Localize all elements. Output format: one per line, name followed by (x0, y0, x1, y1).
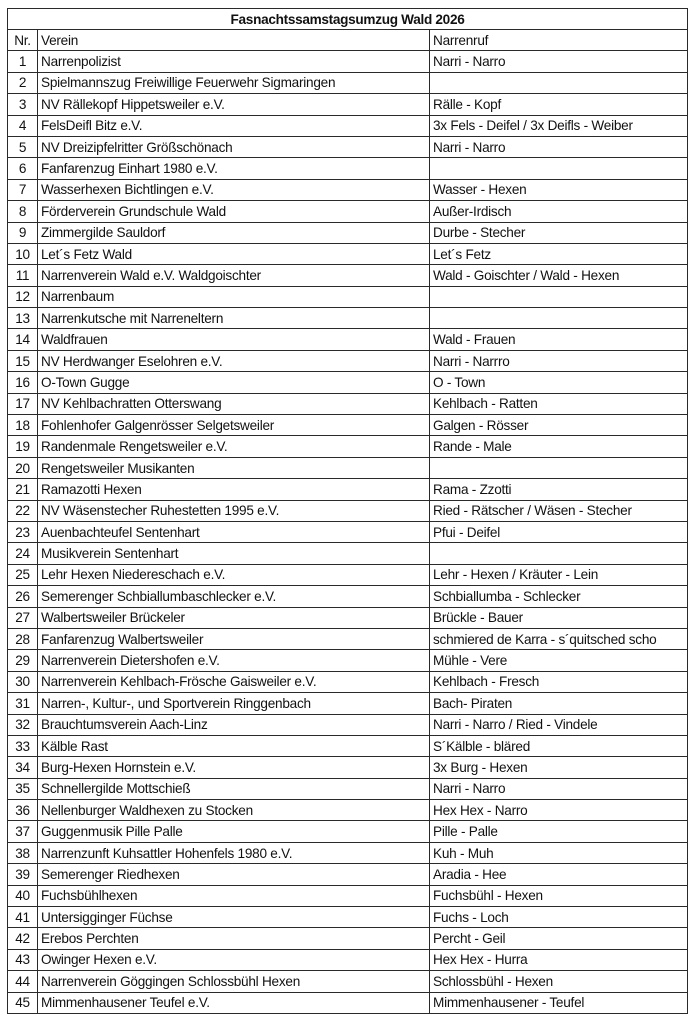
table-row (8, 372, 688, 393)
row-number: 20 (8, 457, 38, 478)
table-row (8, 671, 688, 692)
row-narrenruf: Wasser - Hexen (430, 179, 688, 200)
table-row (8, 971, 688, 992)
row-verein: NV Dreizipfelritter Größschönach (38, 136, 430, 157)
row-narrenruf (430, 543, 688, 564)
row-verein: NV Rällekopf Hippetsweiler e.V. (38, 94, 430, 115)
row-verein: Guggenmusik Pille Palle (38, 821, 430, 842)
row-number: 28 (8, 628, 38, 649)
row-narrenruf: 3x Fels - Deifel / 3x Deifls - Weiber (430, 115, 688, 136)
row-narrenruf: Narri - Narro (430, 136, 688, 157)
row-number: 15 (8, 350, 38, 371)
row-number: 38 (8, 842, 38, 863)
table-row (8, 586, 688, 607)
table-row (8, 607, 688, 628)
row-verein: Rengetsweiler Musikanten (38, 457, 430, 478)
row-narrenruf: Ried - Rätscher / Wäsen - Stecher (430, 500, 688, 521)
row-verein: Narrenverein Kehlbach-Frösche Gaisweiler e.V. (38, 671, 430, 692)
table-row (8, 735, 688, 756)
row-narrenruf: Schbiallumba - Schlecker (430, 586, 688, 607)
row-verein: Randenmale Rengetsweiler e.V. (38, 436, 430, 457)
row-narrenruf: Rande - Male (430, 436, 688, 457)
row-narrenruf: Mühle - Vere (430, 650, 688, 671)
row-number: 13 (8, 308, 38, 329)
table-row (8, 521, 688, 542)
row-number: 11 (8, 265, 38, 286)
row-number: 37 (8, 821, 38, 842)
row-narrenruf: Fuchsbühl - Hexen (430, 885, 688, 906)
row-narrenruf: Wald - Frauen (430, 329, 688, 350)
row-number: 34 (8, 757, 38, 778)
row-number: 27 (8, 607, 38, 628)
row-number: 42 (8, 928, 38, 949)
table-row (8, 928, 688, 949)
row-number: 32 (8, 714, 38, 735)
row-number: 6 (8, 158, 38, 179)
row-narrenruf: Schlossbühl - Hexen (430, 971, 688, 992)
table-row (8, 778, 688, 799)
row-verein: Untersigginger Füchse (38, 907, 430, 928)
row-narrenruf: Pfui - Deifel (430, 521, 688, 542)
table-row (8, 693, 688, 714)
row-verein: Spielmannszug Freiwillige Feuerwehr Sigmaringen (38, 72, 430, 93)
row-number: 30 (8, 671, 38, 692)
table-row (8, 992, 688, 1013)
row-verein: Narrenverein Göggingen Schlossbühl Hexen (38, 971, 430, 992)
row-number: 29 (8, 650, 38, 671)
table-row (8, 714, 688, 735)
table-row (8, 500, 688, 521)
table-row (8, 650, 688, 671)
row-narrenruf: Wald - Goischter / Wald - Hexen (430, 265, 688, 286)
row-verein: Narrenbaum (38, 286, 430, 307)
table-row (8, 436, 688, 457)
table-row (8, 136, 688, 157)
row-number: 45 (8, 992, 38, 1013)
row-narrenruf: S´Kälble - bläred (430, 735, 688, 756)
row-narrenruf: Lehr - Hexen / Kräuter - Lein (430, 564, 688, 585)
row-narrenruf: Narri - Narro (430, 51, 688, 72)
row-narrenruf: Aradia - Hee (430, 864, 688, 885)
table-row (8, 94, 688, 115)
row-narrenruf: Narri - Narro / Ried - Vindele (430, 714, 688, 735)
row-narrenruf: 3x Burg - Hexen (430, 757, 688, 778)
row-number: 10 (8, 243, 38, 264)
row-narrenruf: Narri - Narro (430, 778, 688, 799)
row-verein: NV Wäsenstecher Ruhestetten 1995 e.V. (38, 500, 430, 521)
row-narrenruf: Narri - Narrro (430, 350, 688, 371)
row-verein: Musikverein Sentenhart (38, 543, 430, 564)
table-row (8, 842, 688, 863)
table-row (8, 457, 688, 478)
table-row (8, 564, 688, 585)
row-number: 18 (8, 415, 38, 436)
row-narrenruf: Hex Hex - Narro (430, 800, 688, 821)
row-narrenruf (430, 158, 688, 179)
table-row (8, 158, 688, 179)
row-number: 24 (8, 543, 38, 564)
row-number: 22 (8, 500, 38, 521)
row-narrenruf: Let´s Fetz (430, 243, 688, 264)
header-row (8, 30, 688, 51)
table-row (8, 907, 688, 928)
row-number: 25 (8, 564, 38, 585)
row-verein: Brauchtumsverein Aach-Linz (38, 714, 430, 735)
table-row (8, 179, 688, 200)
row-verein: Narrenverein Dietershofen e.V. (38, 650, 430, 671)
row-narrenruf: Bach- Piraten (430, 693, 688, 714)
row-number: 31 (8, 693, 38, 714)
row-narrenruf: Hex Hex - Hurra (430, 949, 688, 970)
row-verein: Auenbachteufel Sentenhart (38, 521, 430, 542)
header-narrenruf: Narrenruf (430, 30, 688, 51)
row-number: 33 (8, 735, 38, 756)
table-row (8, 350, 688, 371)
row-verein: Owinger Hexen e.V. (38, 949, 430, 970)
row-verein: Narrenzunft Kuhsattler Hohenfels 1980 e.V. (38, 842, 430, 863)
row-verein: Narren-, Kultur-, und Sportverein Ringgenbach (38, 693, 430, 714)
row-verein: Fanfarenzug Walbertsweiler (38, 628, 430, 649)
row-narrenruf: Kehlbach - Ratten (430, 393, 688, 414)
header-verein: Verein (38, 30, 430, 51)
row-narrenruf: Pille - Palle (430, 821, 688, 842)
row-number: 3 (8, 94, 38, 115)
table-row (8, 800, 688, 821)
table-row (8, 72, 688, 93)
header-nr: Nr. (8, 30, 38, 51)
table-row (8, 243, 688, 264)
row-number: 41 (8, 907, 38, 928)
row-narrenruf: Rama - Zzotti (430, 479, 688, 500)
row-verein: Fohlenhofer Galgenrösser Selgetsweiler (38, 415, 430, 436)
table-row (8, 115, 688, 136)
row-number: 8 (8, 201, 38, 222)
table-row (8, 864, 688, 885)
row-verein: Lehr Hexen Niedereschach e.V. (38, 564, 430, 585)
table-row (8, 628, 688, 649)
title-row (8, 9, 688, 30)
row-number: 14 (8, 329, 38, 350)
row-narrenruf: Galgen - Rösser (430, 415, 688, 436)
row-verein: Mimmenhausener Teufel e.V. (38, 992, 430, 1013)
table-row (8, 329, 688, 350)
row-verein: Zimmergilde Sauldorf (38, 222, 430, 243)
table-row (8, 543, 688, 564)
row-verein: Schnellergilde Mottschieß (38, 778, 430, 799)
row-verein: Waldfrauen (38, 329, 430, 350)
row-number: 40 (8, 885, 38, 906)
table-row (8, 51, 688, 72)
row-number: 16 (8, 372, 38, 393)
row-narrenruf (430, 72, 688, 93)
row-number: 23 (8, 521, 38, 542)
row-verein: Fuchsbühlhexen (38, 885, 430, 906)
table-row (8, 757, 688, 778)
table-row (8, 265, 688, 286)
table-row (8, 201, 688, 222)
row-narrenruf: Durbe - Stecher (430, 222, 688, 243)
row-number: 17 (8, 393, 38, 414)
row-number: 21 (8, 479, 38, 500)
row-verein: Erebos Perchten (38, 928, 430, 949)
row-verein: Ramazotti Hexen (38, 479, 430, 500)
row-verein: FelsDeifl Bitz e.V. (38, 115, 430, 136)
parade-table (7, 8, 688, 1014)
table-row (8, 308, 688, 329)
row-narrenruf: Außer-Irdisch (430, 201, 688, 222)
row-verein: Narrenkutsche mit Narreneltern (38, 308, 430, 329)
row-number: 12 (8, 286, 38, 307)
row-verein: NV Kehlbachratten Otterswang (38, 393, 430, 414)
row-narrenruf: Mimmenhausener - Teufel (430, 992, 688, 1013)
table-row (8, 479, 688, 500)
row-narrenruf (430, 457, 688, 478)
row-verein: Semerenger Schbiallumbaschlecker e.V. (38, 586, 430, 607)
row-number: 44 (8, 971, 38, 992)
row-narrenruf: O - Town (430, 372, 688, 393)
row-narrenruf: schmiered de Karra - s´quitsched scho (430, 628, 688, 649)
row-narrenruf: Rälle - Kopf (430, 94, 688, 115)
row-number: 2 (8, 72, 38, 93)
row-number: 43 (8, 949, 38, 970)
table-row (8, 949, 688, 970)
table-row (8, 885, 688, 906)
row-verein: NV Herdwanger Eselohren e.V. (38, 350, 430, 371)
row-narrenruf (430, 286, 688, 307)
row-number: 35 (8, 778, 38, 799)
row-verein: Burg-Hexen Hornstein e.V. (38, 757, 430, 778)
row-verein: Let´s Fetz Wald (38, 243, 430, 264)
document-title: Fasnachtssamstagsumzug Wald 2026 (8, 9, 688, 30)
row-narrenruf: Kuh - Muh (430, 842, 688, 863)
row-verein: Semerenger Riedhexen (38, 864, 430, 885)
row-narrenruf: Percht - Geil (430, 928, 688, 949)
row-verein: Narrenverein Wald e.V. Waldgoischter (38, 265, 430, 286)
row-number: 39 (8, 864, 38, 885)
row-verein: Nellenburger Waldhexen zu Stocken (38, 800, 430, 821)
table-row (8, 821, 688, 842)
row-verein: Fanfarenzug Einhart 1980 e.V. (38, 158, 430, 179)
table-row (8, 286, 688, 307)
table-row (8, 222, 688, 243)
row-verein: Kälble Rast (38, 735, 430, 756)
row-number: 26 (8, 586, 38, 607)
table-body (8, 51, 688, 1014)
row-number: 5 (8, 136, 38, 157)
row-verein: Walbertsweiler Brückeler (38, 607, 430, 628)
row-narrenruf: Kehlbach - Fresch (430, 671, 688, 692)
row-number: 4 (8, 115, 38, 136)
row-narrenruf (430, 308, 688, 329)
table-row (8, 393, 688, 414)
row-verein: Förderverein Grundschule Wald (38, 201, 430, 222)
row-narrenruf: Brückle - Bauer (430, 607, 688, 628)
row-number: 36 (8, 800, 38, 821)
row-verein: O-Town Gugge (38, 372, 430, 393)
row-verein: Wasserhexen Bichtlingen e.V. (38, 179, 430, 200)
row-number: 9 (8, 222, 38, 243)
table-row (8, 415, 688, 436)
row-verein: Narrenpolizist (38, 51, 430, 72)
row-number: 19 (8, 436, 38, 457)
row-narrenruf: Fuchs - Loch (430, 907, 688, 928)
row-number: 1 (8, 51, 38, 72)
row-number: 7 (8, 179, 38, 200)
